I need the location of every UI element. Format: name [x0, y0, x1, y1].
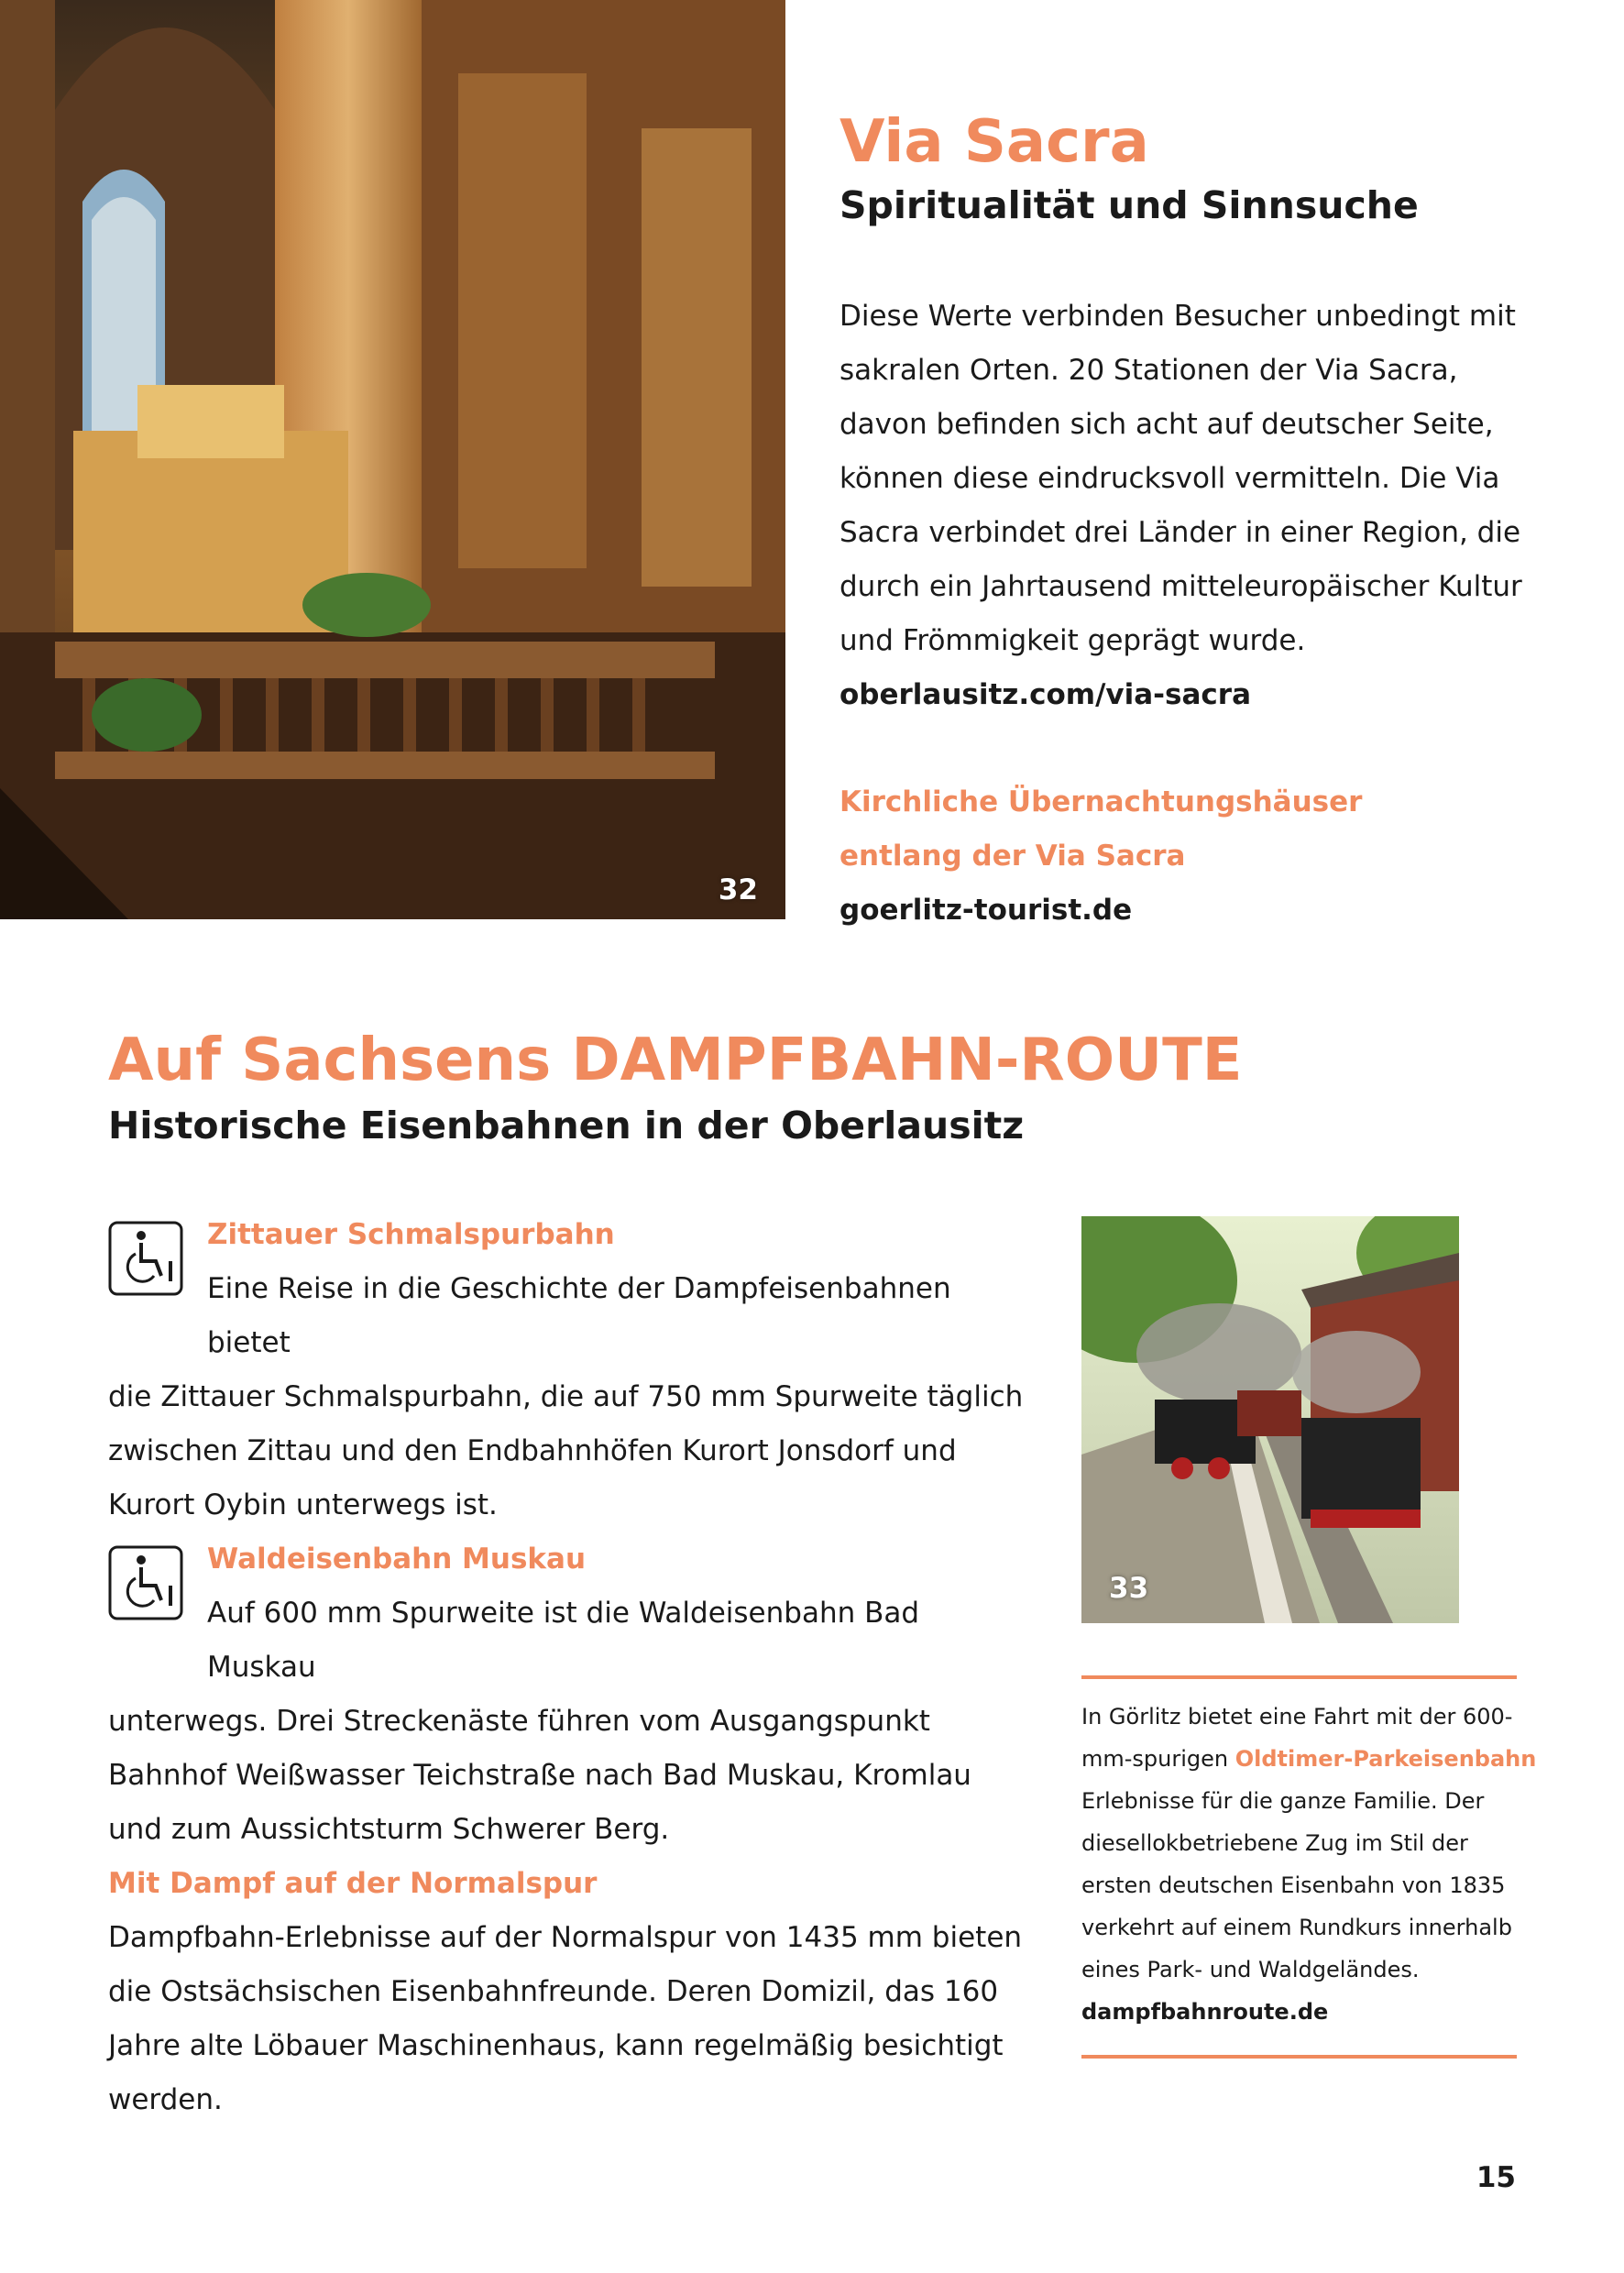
- via-sacra-body: [839, 290, 1536, 722]
- lodging-heading: Kirchliche Übernachtungshäuser entlang der Via Sacra: [839, 785, 1363, 873]
- railway-subtitle: Historische Eisenbahnen in der Oberlausitz: [108, 1104, 1025, 1147]
- lodging-block: [839, 775, 1536, 938]
- sidebar-link[interactable]: dampfbahnroute.de: [1081, 1999, 1329, 2025]
- page-number: 15: [1476, 2161, 1516, 2194]
- section-text: unterwegs. Drei Streckenäste führen vom Ausgangspunkt Bahnhof Weißwasser Teichstraße nach Bad Muskau, Kromlau und zum Aussichtsturm Schwerer Berg.: [108, 1705, 971, 1846]
- photo-number: 33: [1109, 1572, 1149, 1605]
- normal-gauge-section: [108, 1857, 1029, 2127]
- zittau-railway-section: [108, 1208, 1029, 1532]
- steam-train-photo: [1081, 1216, 1459, 1623]
- via-sacra-title: Via Sacra: [839, 108, 1149, 176]
- section-heading: Mit Dampf auf der Normalspur: [108, 1867, 598, 1900]
- photo-number: 32: [718, 873, 758, 906]
- sidebar-text-before: In Görlitz bietet eine Fahrt mit der 600-mm-spurigen: [1081, 1704, 1513, 1772]
- parkeisenbahn-info-box: [1081, 1696, 1540, 2033]
- section-first-line: Auf 600 mm Spurweite ist die Waldeisenbahn Bad Muskau: [207, 1597, 920, 1684]
- via-sacra-link[interactable]: oberlausitz.com/via-sacra: [839, 678, 1252, 711]
- section-text: Dampfbahn-Erlebnisse auf der Normalspur von 1435 mm bieten die Ostsächsischen Eisenbahnfreunde. Deren Domizil, das 160 Jahre alte Löbauer Maschinenhaus, kann regelmäßig besichtigt werden.: [108, 1921, 1023, 2116]
- section-heading: Waldeisenbahn Muskau: [207, 1543, 587, 1576]
- railway-title: Auf Sachsens DAMPFBAHN-ROUTE: [108, 1027, 1243, 1094]
- lodging-link[interactable]: goerlitz-tourist.de: [839, 894, 1133, 927]
- sidebar-text-after: Erlebnisse für die ganze Familie. Der diesellokbetriebene Zug im Stil der ersten deutschen Eisenbahn von 1835 verkehrt auf einem Rundkurs innerhalb eines Park- und Waldgeländes.: [1081, 1788, 1512, 1982]
- via-sacra-text: Diese Werte verbinden Besucher unbedingt mit sakralen Orten. 20 Stationen der Via Sacra, davon befinden sich acht auf deutscher Seite, können diese eindrucksvoll vermitteln. Die Via Sacra verbindet drei Länder in einer Region, die durch ein Jahrtausend mitteleuropäischer Kultur und Frömmigkeit geprägt wurde.: [839, 300, 1522, 657]
- sidebar-bottom-rule: [1081, 2055, 1517, 2059]
- church-interior-photo: [0, 0, 785, 919]
- sidebar-highlight: Oldtimer-Parkeisenbahn: [1234, 1746, 1537, 1772]
- via-sacra-subtitle: Spiritualität und Sinnsuche: [839, 183, 1419, 227]
- section-text: die Zittauer Schmalspurbahn, die auf 750 mm Spurweite täglich zwischen Zittau und den Endbahnhöfen Kurort Jonsdorf und Kurort Oybin unterwegs ist.: [108, 1380, 1024, 1521]
- muskau-railway-section: [108, 1532, 1029, 1857]
- sidebar-top-rule: [1081, 1675, 1517, 1679]
- section-heading: Zittauer Schmalspurbahn: [207, 1218, 615, 1251]
- section-first-line: Eine Reise in die Geschichte der Dampfeisenbahnen bietet: [207, 1272, 951, 1359]
